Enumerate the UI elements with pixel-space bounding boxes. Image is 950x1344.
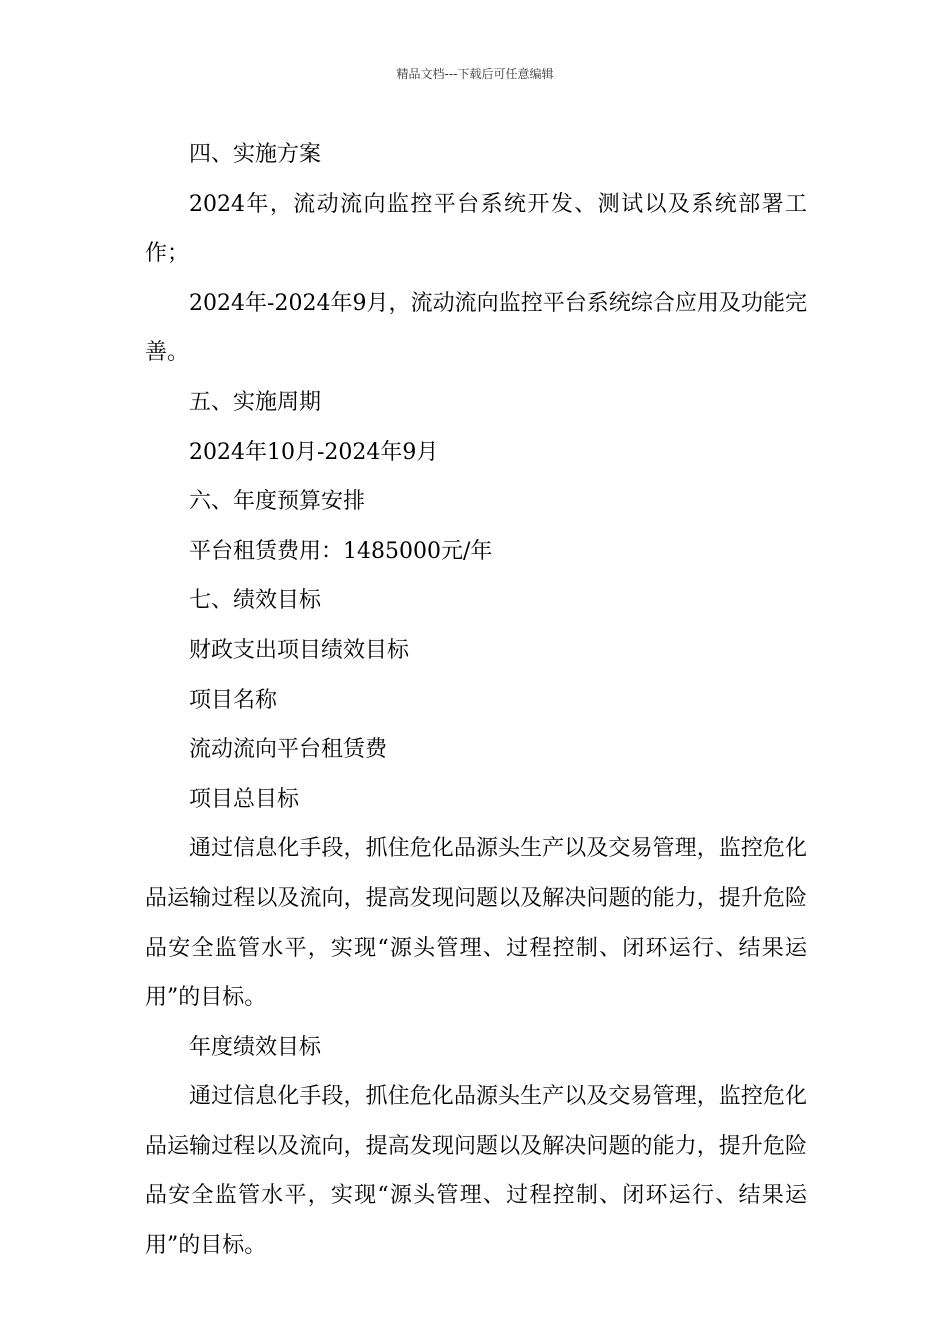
paragraph-annual-goal-label: 年度绩效目标 xyxy=(189,1034,322,1060)
paragraph-project-name-label: 项目名称 xyxy=(189,687,278,713)
paragraph-plan-phase-2: 2024年-2024年9月，流动流向监控平台系统综合应用及功能完善。 xyxy=(145,290,807,366)
document-body xyxy=(145,130,807,1271)
page-header: 精品文档---下载后可任意编辑 xyxy=(396,67,554,81)
paragraph-period: 2024年10月-2024年9月 xyxy=(189,439,439,465)
section-heading-performance-goals: 七、绩效目标 xyxy=(189,588,322,614)
section-heading-implementation-plan: 四、实施方案 xyxy=(189,142,322,167)
paragraph-overall-goal: 通过信息化手段，抓住危化品源头生产以及交易管理，监控危化品运输过程以及流向，提高发现问题以及解决问题的能力，提升危险品安全监管水平，实现“源头管理、过程控制、闭环运行、结果运用”的目标。 xyxy=(145,836,807,1011)
paragraph-plan-phase-1: 2024年，流动流向监控平台系统开发、测试以及系统部署工作； xyxy=(145,191,807,267)
paragraph-overall-goal-label: 项目总目标 xyxy=(189,786,300,812)
paragraph-budget: 平台租赁费用：1485000元/年 xyxy=(189,538,493,564)
section-heading-implementation-period: 五、实施周期 xyxy=(189,389,322,415)
paragraph-fiscal-goals-title: 财政支出项目绩效目标 xyxy=(189,637,410,663)
section-heading-annual-budget: 六、年度预算安排 xyxy=(189,489,366,515)
paragraph-annual-goal: 通过信息化手段，抓住危化品源头生产以及交易管理，监控危化品运输过程以及流向，提高发现问题以及解决问题的能力，提升危险品安全监管水平，实现“源头管理、过程控制、闭环运行、结果运用”的目标。 xyxy=(145,1084,807,1259)
paragraph-project-name: 流动流向平台租赁费 xyxy=(189,737,388,763)
